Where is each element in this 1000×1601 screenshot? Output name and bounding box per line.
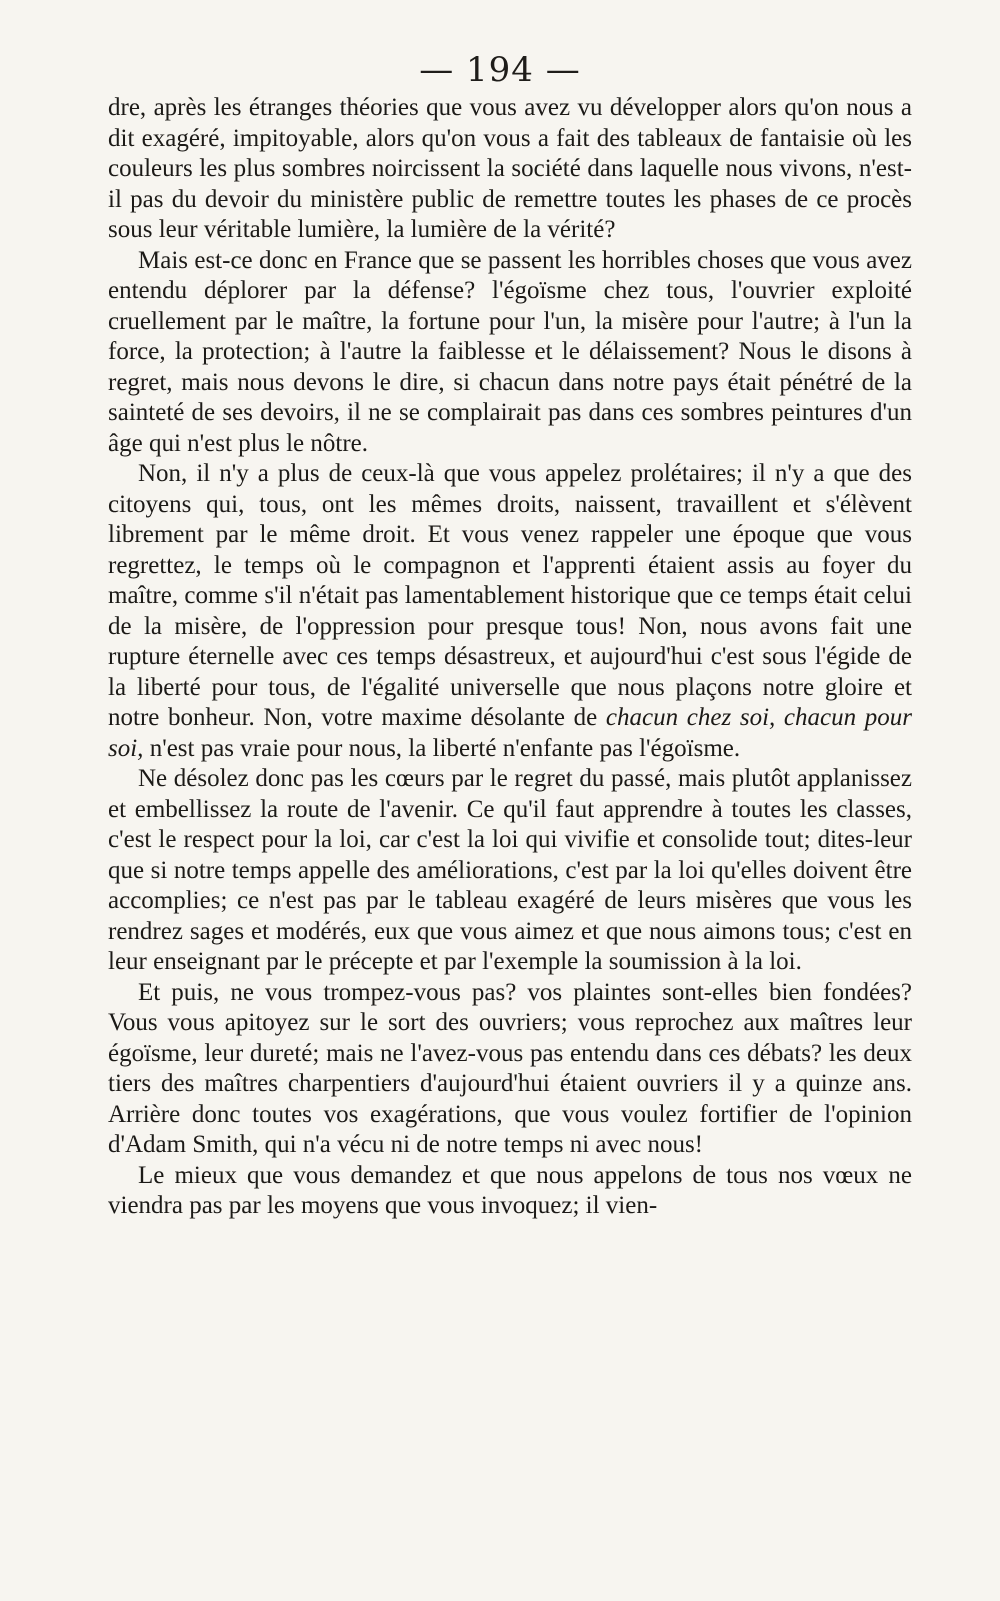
- paragraph: [108, 978, 912, 1161]
- italic-phrase: chacun chez soi, chacun pour soi,: [108, 704, 912, 762]
- text-run: n'est pas vraie pour nous, la liberté n'enfante pas l'égoïsme.: [143, 734, 741, 762]
- paragraph: [108, 246, 912, 460]
- text-run: Non, il n'y a plus de ceux-là que vous appelez prolétaires; il n'y a que des citoyens qui, tous, ont les mêmes droits, naissent, travaillent et s'élèvent librement par le même droit. Et vous venez rappeler une époque que vous regrettez, le temps où le compagnon et l'apprenti étaient assis au foyer du maître, comme s'il n'était pas lamentablement historique que ce temps était celui de la misère, de l'oppression pour presque tous! Non, nous avons fait une rupture éternelle avec ces temps désastreux, et aujourd'hui c'est sous l'égide de la liberté pour tous, de l'égalité universelle que nous plaçons notre gloire et notre bonheur. Non, votre maxime désolante de: [108, 460, 912, 731]
- paragraph: [108, 93, 912, 246]
- page-number: — 194 —: [419, 50, 581, 90]
- text-run: Ne désolez donc pas les cœurs par le regret du passé, mais plutôt applanissez et embellissez la route de l'avenir. Ce qu'il faut apprendre à toutes les classes, c'est le respect pour la loi, car c'est la loi qui vivifie et consolide tout; dites-leur que si notre temps appelle des améliorations, c'est par la loi qu'elles doivent être accomplies; ce n'est pas par le tableau exagéré de leurs misères que vous les rendrez sages et modérés, eux que vous aimez et que nous aimons tous; c'est en leur enseignant par le précepte et par l'exemple la soumission à la loi.: [108, 765, 912, 975]
- paragraph: [108, 459, 912, 764]
- text-run: Mais est-ce donc en France que se passent les horribles choses que vous avez entendu déplorer par la défense? l'égoïsme chez tous, l'ouvrier exploité cruellement par le maître, la fortune pour l'un, la misère pour l'autre; à l'un la force, la protection; à l'autre la faiblesse et le délaissement? Nous le disons à regret, mais nous devons le dire, si chacun dans notre pays était pénétré de la sainteté de ses devoirs, il ne se complairait pas dans ces sombres peintures d'un âge qui n'est plus le nôtre.: [108, 246, 912, 457]
- paragraph: [108, 1161, 912, 1222]
- text-run: dre, après les étranges théories que vous avez vu développer alors qu'on nous a dit exagéré, impitoyable, alors qu'on vous a fait des tableaux de fantaisie où les couleurs les plus sombres noircissent la société dans laquelle nous vivons, n'est-il pas du devoir du ministère public de remettre toutes les phases de ce procès sous leur véritable lumière, la lumière de la vérité?: [108, 94, 912, 243]
- text-run: Et puis, ne vous trompez-vous pas? vos plaintes sont-elles bien fondées? Vous vous apitoyez sur le sort des ouvriers; vous reprochez aux maîtres leur égoïsme, leur dureté; mais ne l'avez-vous pas entendu dans ces débats? les deux tiers des maîtres charpentiers d'aujourd'hui étaient ouvriers il y a quinze ans. Arrière donc toutes vos exagérations, que vous voulez fortifier de l'opinion d'Adam Smith, qui n'a vécu ni de notre temps ni avec nous!: [108, 978, 912, 1158]
- paragraph: [108, 764, 912, 978]
- body-text: [108, 93, 912, 1222]
- text-run: Le mieux que vous demandez et que nous appelons de tous nos vœux ne viendra pas par les moyens que vous invoquez; il vien-: [108, 1161, 912, 1219]
